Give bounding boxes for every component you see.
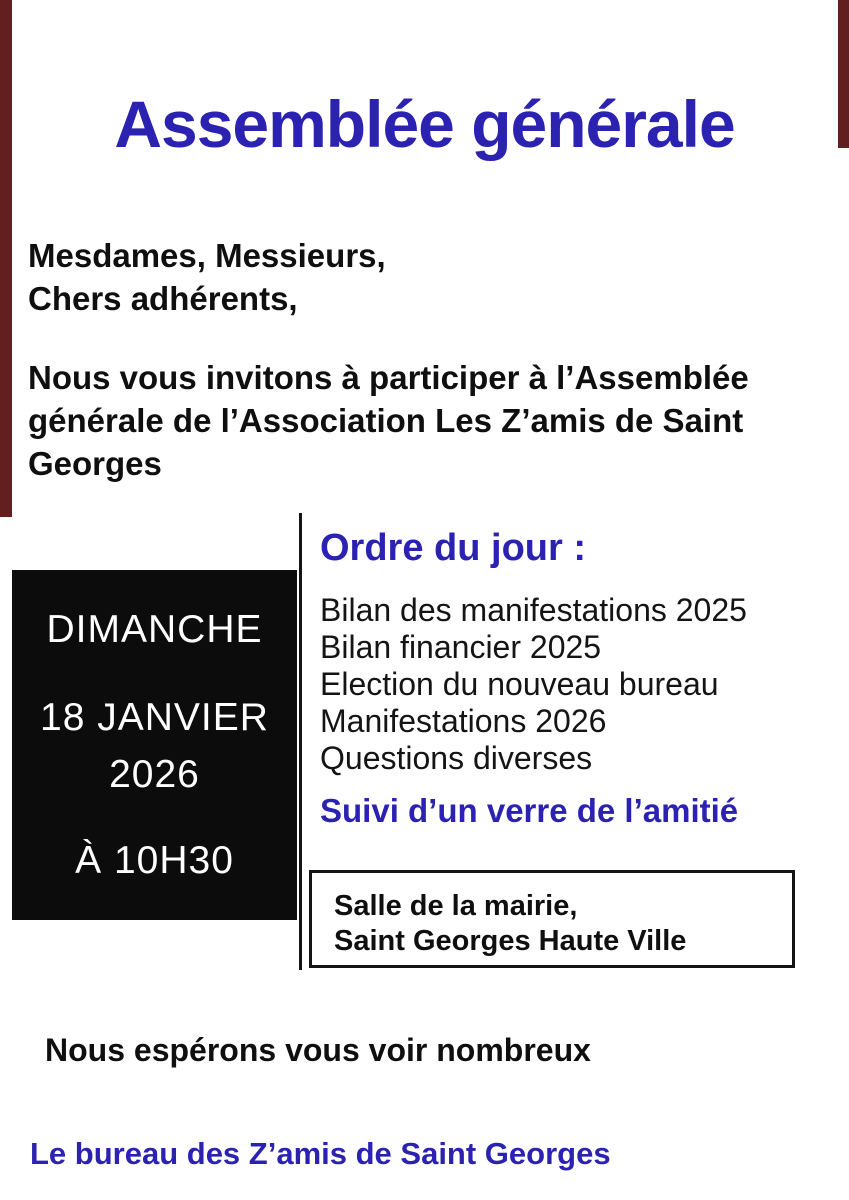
agenda-item: Election du nouveau bureau <box>320 666 719 702</box>
invitation-line-3: Georges <box>28 445 162 482</box>
venue-line-2: Saint Georges Haute Ville <box>334 925 687 957</box>
venue-line-1: Salle de la mairie, <box>334 890 578 922</box>
date-box-time: À 10H30 <box>75 839 234 882</box>
date-time-box <box>12 570 297 920</box>
agenda-heading: Ordre du jour : <box>320 527 586 569</box>
invitation-line-1: Nous vous invitons à participer à l’Assemblée <box>28 359 749 396</box>
agenda-item: Bilan des manifestations 2025 <box>320 592 747 628</box>
page-title: Assemblée générale <box>114 87 735 161</box>
date-box-day: DIMANCHE <box>46 608 263 651</box>
greeting-line-1: Mesdames, Messieurs, <box>28 237 386 274</box>
invitation-line-2: générale de l’Association Les Z’amis de Saint <box>28 402 744 439</box>
closing-line: Nous espérons vous voir nombreux <box>45 1032 591 1068</box>
agenda-footer-note: Suivi d’un verre de l’amitié <box>320 792 739 829</box>
date-box-date-line-2: 2026 <box>109 753 200 796</box>
greeting-line-2: Chers adhérents, <box>28 280 298 317</box>
signature-line: Le bureau des Z’amis de Saint Georges <box>30 1136 611 1171</box>
agenda-list <box>320 592 747 777</box>
left-edge-mark <box>0 0 12 517</box>
date-box-date-line-1: 18 JANVIER <box>40 696 269 739</box>
venue-box <box>309 870 795 968</box>
vertical-divider <box>299 513 302 970</box>
agenda-item: Bilan financier 2025 <box>320 629 602 665</box>
greeting-block <box>28 234 386 320</box>
invitation-paragraph <box>28 356 749 485</box>
agenda-item: Questions diverses <box>320 740 593 776</box>
agenda-item: Manifestations 2026 <box>320 703 607 739</box>
